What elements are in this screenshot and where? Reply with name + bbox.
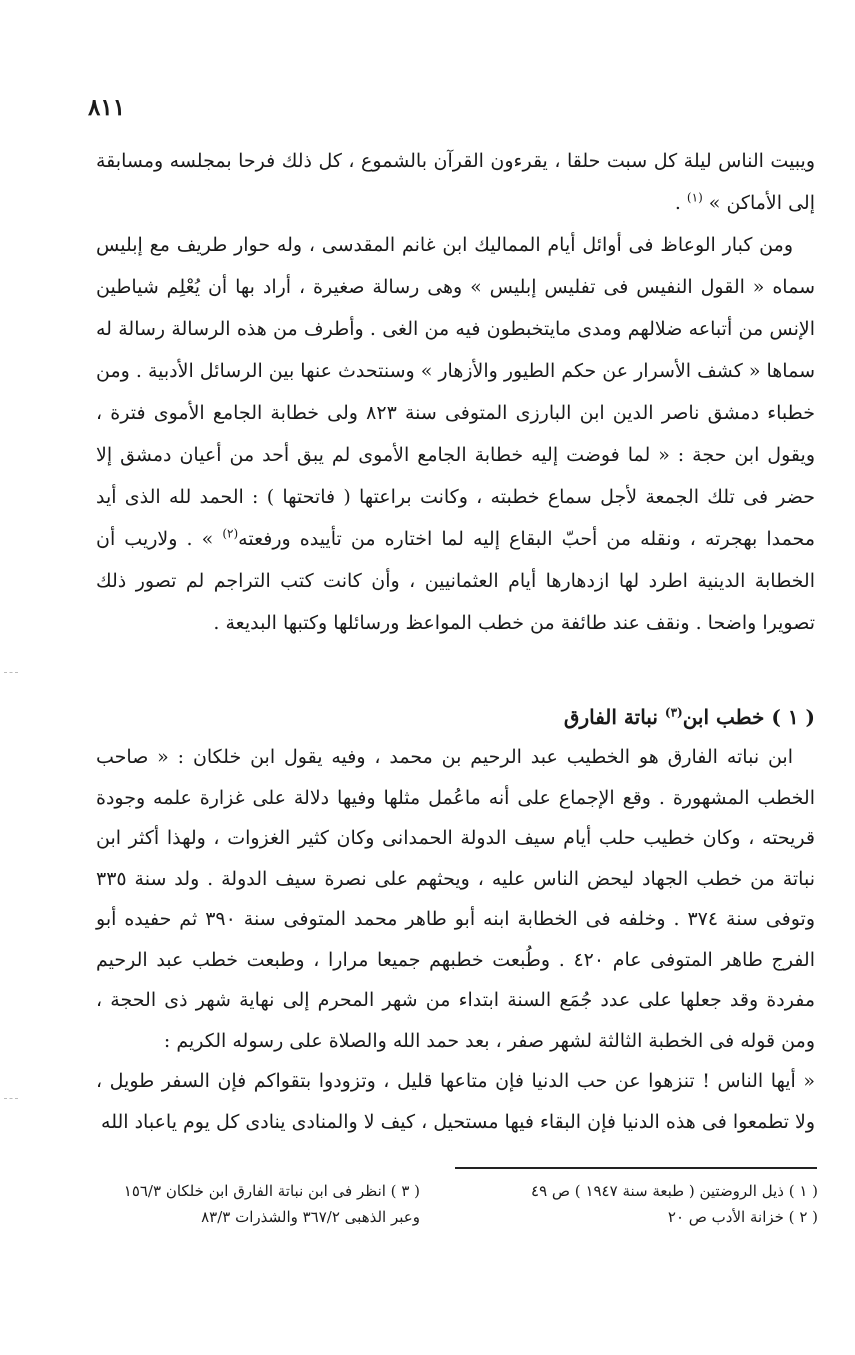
footnotes-left	[70, 1178, 420, 1230]
footnote: ( ١ ) ذيل الروضتين ( طبعة سنة ١٩٤٧ ) ص ٤٩	[531, 1182, 818, 1200]
footnote-ref: (٢)	[222, 526, 239, 541]
page-number: ٨١١	[88, 94, 126, 121]
footnote-ref: (١)	[686, 190, 703, 205]
paragraph: ويبيت الناس ليلة كل سبت حلقا ، يقرءون القرآن بالشموع ، كل ذلك فرحا بمجلسه ومسابقة إلى الأماكن » $^{(١)}$ .	[96, 150, 815, 214]
footnote: ( ٣ ) انظر فى ابن نباتة الفارق ابن خلكان ١٥٦/٣	[123, 1182, 420, 1200]
paragraph: ومن كبار الوعاظ فى أوائل أيام المماليك ابن غانم المقدسى ، وله حوار طريف مع إبليس سماه « القول النفيس فى تفليس إبليس » وهى رسالة صغيرة ، أراد بها أن يُعْلِم شياطين الإنس من أتباعه ضلالهم ومدى مايتخبطون فيه من الغى . وأطرف من هذه الرسالة رسالة له سماها « كشف الأسرار عن حكم الطيور والأزهار » وسنتحدث عنها بين الرسائل الأدبية . ومن خطباء دمشق ناصر الدين ابن البارزى المتوفى سنة ٨٢٣ ولى خطابة الجامع الأموى فترة ، ويقول ابن حجة : « لما فوضت إليه خطابة الجامع الأموى لم يبق أحد من أعيان دمشق إلا حضر فى تلك الجمعة لأجل سماع خطبته ، وكانت براعتها ( فاتحتها ) : الحمد لله الذى أيد محمدا بهجرته ، ونقله من أحبّ البقاع إليه لما اختاره من تأييده ورفعته$^{(٢)}$ » . ولاريب أن الخطابة الدينية اطرد لها ازدهارها أيام العثمانيين ، وأن كانت كتب التراجم لم تصور ذلك تصويرا واضحا . ونقف عند طائفة من خطب المواعظ ورسائلها وكتبها البديعة .	[96, 234, 815, 634]
footnote-divider	[455, 1167, 817, 1169]
footnote-ref: (٣)	[664, 705, 683, 720]
margin-mark	[4, 672, 18, 673]
main-text	[96, 140, 815, 644]
footnote: وعبر الذهبى ٣٦٧/٢ والشذرات ٨٣/٣	[201, 1208, 420, 1226]
footnote: ( ٢ ) خزانة الأدب ص ٢٠	[667, 1208, 818, 1226]
margin-mark	[4, 1098, 18, 1099]
quote-paragraph: « أيها الناس ! تنزهوا عن حب الدنيا فإن متاعها قليل ، وتزودوا بتقواكم فإن السفر طويل ، ولا تطمعوا فى هذه الدنيا فإن البقاء فيها مستحيل ، كيف لا والمنادى ينادى كل يوم ياعباد الله	[96, 1070, 815, 1133]
paragraph: ابن نباته الفارق هو الخطيب عبد الرحيم بن محمد ، وفيه يقول ابن خلكان : « صاحب الخطب المشهورة . وقع الإجماع على أنه ماعُمل مثلها وفيها دلالة على غزارة علمه وجودة قريحته ، وكان خطيب حلب أيام سيف الدولة الحمدانى وكان كثير الغزوات ، ولهذا أكثر ابن نباتة من خطب الجهاد ليحض الناس عليه ، ويحثهم على نصرة سيف الدولة . ولد سنة ٣٣٥ وتوفى سنة ٣٧٤ . وخلفه فى الخطابة ابنه أبو طاهر محمد المتوفى سنة ٣٩٠ ثم حفيده أبو الفرج طاهر المتوفى عام ٤٢٠ . وطُبعت خطبهم جميعا مرارا ، وطبعت خطب عبد الرحيم مفردة وقد جعلها على عدد جُمَع السنة ابتداء من شهر المحرم إلى نهاية شهر ذى الحجة ، ومن قوله فى الخطبة الثالثة لشهر صفر ، بعد حمد الله والصلاة على رسوله الكريم :	[96, 746, 815, 1052]
section-text	[96, 737, 815, 1142]
section-heading: ( ١ ) خطب ابن$^{(٣)}$ نباتة الفارق	[563, 705, 815, 729]
footnotes-right	[440, 1178, 818, 1230]
